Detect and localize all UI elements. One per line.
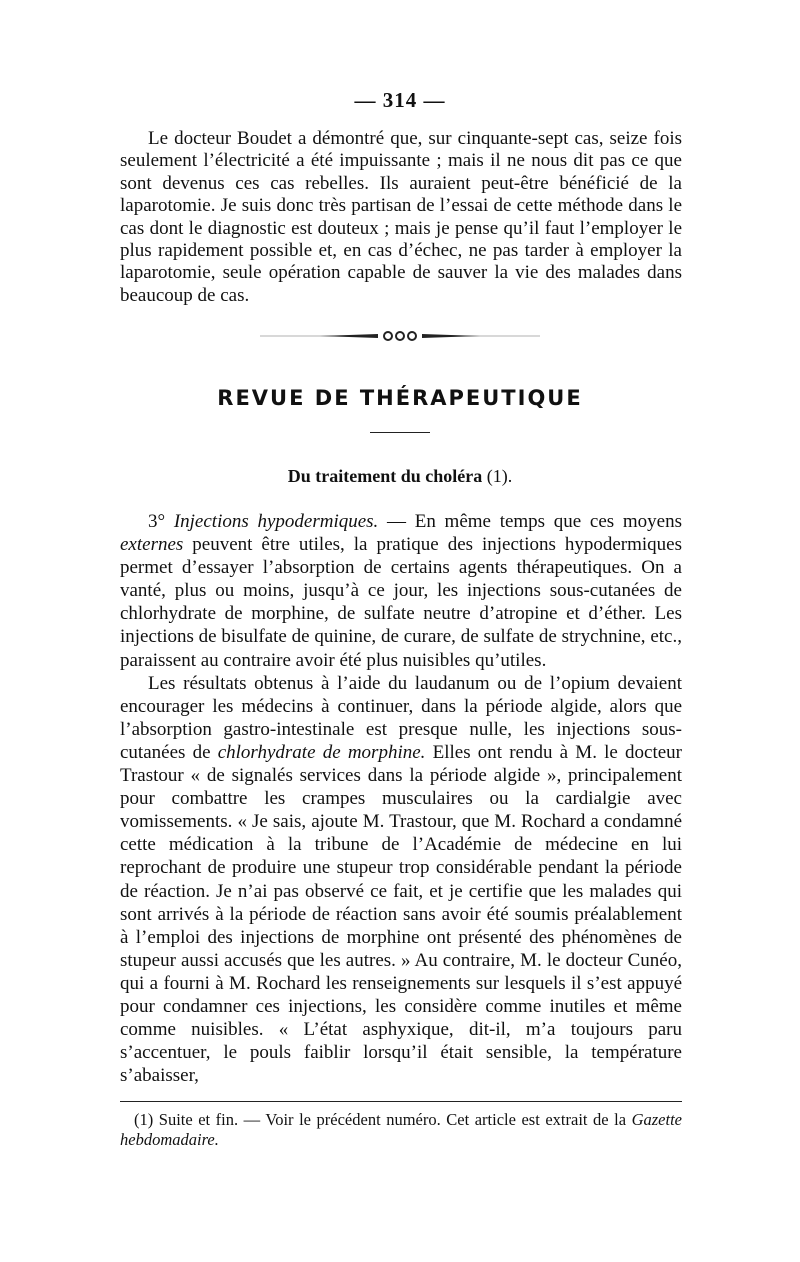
footnote-text — [120, 1110, 682, 1150]
paragraph-text: Les résultats obtenus à l’aide du laudanum ou de l’opium devaient encourager les médecins à continuer, dans la période algide, alors que l’absorption gastro-intestinale est presque nulle, les injections sous-cutanées de — [120, 672, 682, 763]
paragraph-number: 3° — [148, 511, 166, 532]
paragraph-injections — [120, 510, 682, 672]
footnote-body: (1) Suite et fin. — Voir le précédent numéro. Cet article est extrait de la — [134, 1110, 632, 1129]
section-title: REVUE DE THÉRAPEUTIQUE — [217, 386, 583, 410]
paragraph-text: peuvent être utiles, la pratique des injections hypodermiques permet d’essayer l’absorption de certains agents thérapeutiques. On a vanté, plus ou moins, jusqu’à ce jour, les injections sous-cutanées de chlorhydrate de morphine, de sulfate neutre d’atropine et d’éther. Les injections de bisulfate de quinine, de curare, de sulfate de strychnine, etc., paraissent au contraire avoir été plus nuisibles qu’utiles. — [120, 534, 682, 671]
footnote-divider — [120, 1101, 682, 1102]
subtitle-text: Du traitement du choléra — [287, 466, 483, 486]
emphasis-text: chlorhydrate de morphine. — [217, 741, 426, 763]
paragraph-text: Elles ont rendu à M. le docteur Trastour « de signalés services dans la période algide », principalement pour combattre les crampes musculaires ou la cardialgie avec vomissements. « Je sais, ajoute M. Trastour, que M. Rochard a condamné cette médication à la tribune de l’Académie de médecine en lui reprochant de produire une stupeur trop considérable pendant la période de réaction. Je n’ai pas observé ce fait, et je certifie que les malades qui sont arrivés à la période de réaction sans avoir été soumis préalablement à l’emploi des injections de morphine ont présenté des phénomènes de stupeur aussi accusés que les autres. » Au contraire, M. le docteur Cunéo, qui a fourni à M. Rochard les renseignements sur lesquels il s’est appuyé pour condamner ces injections, les considère comme inutiles et même comme nuisibles. « L’état asphyxique, dit-il, m’a toujours paru s’accentuer, le pouls faiblir lorsqu’il était sensible, la température s’abaisser, — [120, 741, 682, 1087]
title-divider — [370, 432, 430, 433]
intro-paragraph: Le docteur Boudet a démontré que, sur cinquante-sept cas, seize fois seulement l’électricité a été impuissante ; mais il ne nous dit pas ce que sont devenus ces cas rebelles. Ils auraient peut-être bénéficié de la laparotomie. Je suis donc très partisan de l’essai de cette méthode dans le cas dont le diagnostic est douteux ; mais je pense qu’il faut l’employer le plus rapidement possible et, en cas d’échec, ne pas tarder à employer la laparotomie, seule opération capable de sauver la vie des malades dans beaucoup de cas. — [120, 128, 682, 306]
subtitle-note-ref: (1). — [486, 466, 513, 486]
emphasis-text: externes — [120, 534, 184, 556]
intro-section — [120, 128, 682, 307]
paragraph-heading: Injections hypodermiques. — [173, 511, 379, 532]
page-number: — 314 — — [354, 88, 446, 112]
ornament-divider-icon — [250, 328, 550, 344]
paragraph-results — [120, 672, 682, 1088]
paragraph-text: — En même temps que ces moyens — [378, 511, 683, 532]
footnote — [120, 1110, 682, 1150]
article-subtitle — [0, 466, 800, 487]
article-body — [120, 510, 682, 1087]
footnote-emphasis: Gazette hebdomadaire. — [120, 1110, 682, 1149]
